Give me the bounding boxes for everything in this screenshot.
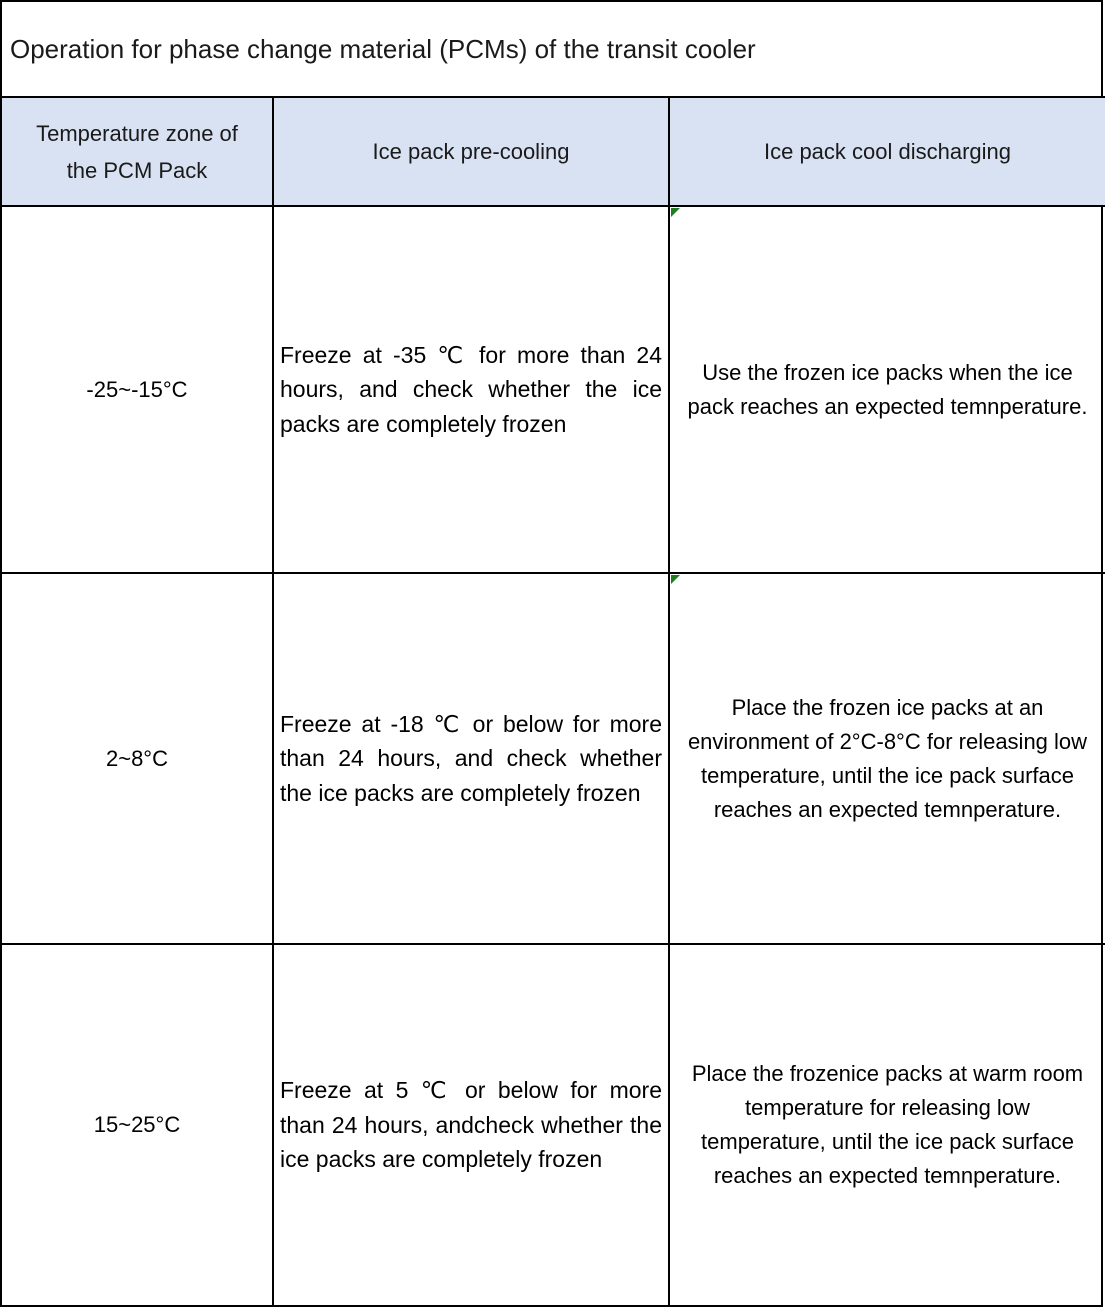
cell-zone-row1: -25~-15°C	[2, 205, 272, 572]
cell-precooling-row2	[272, 572, 668, 943]
discharging-text-row3: Place the frozenice packs at warm room temperature for releasing low temperature, until the ice pack surface reaches an expected temnperature.	[691, 1061, 1084, 1188]
page-title: Operation for phase change material (PCMs) of the transit cooler	[10, 33, 756, 64]
cell-discharging-row2	[668, 572, 1105, 943]
cell-zone-row2: 2~8°C	[2, 572, 272, 943]
precooling-text-row1: Freeze at -35 ℃ for more than 24 hours, and check whether the ice packs are completely frozen	[280, 341, 662, 437]
cell-discharging-row3	[668, 943, 1105, 1305]
precooling-text-row3: Freeze at 5 ℃ or below for more than 24 hours, andcheck whether the ice packs are completely frozen	[280, 1077, 662, 1173]
header-cell-ice-pack-pre-cooling: Ice pack pre-cooling	[272, 96, 668, 205]
header-cell-ice-pack-cool-discharging: Ice pack cool discharging	[668, 96, 1105, 205]
header-cell-temperature-zone: Temperature zone of the PCM Pack	[2, 96, 272, 205]
cell-precooling-row1	[272, 205, 668, 572]
cell-error-indicator-icon	[671, 575, 680, 584]
precooling-text-row2: Freeze at -18 ℃ or below for more than 24 hours, and check whether the ice packs are completely frozen	[280, 710, 662, 806]
cell-discharging-row1	[668, 205, 1105, 572]
discharging-text-row2: Place the frozen ice packs at an environment of 2°C-8°C for releasing low temperature, until the ice pack surface reaches an expected temnperature.	[687, 694, 1088, 822]
cell-zone-row3: 15~25°C	[2, 943, 272, 1305]
cell-precooling-row3	[272, 943, 668, 1305]
discharging-text-row1: Use the frozen ice packs when the ice pack reaches an expected temnperature.	[687, 359, 1088, 419]
cell-error-indicator-icon	[671, 208, 680, 217]
